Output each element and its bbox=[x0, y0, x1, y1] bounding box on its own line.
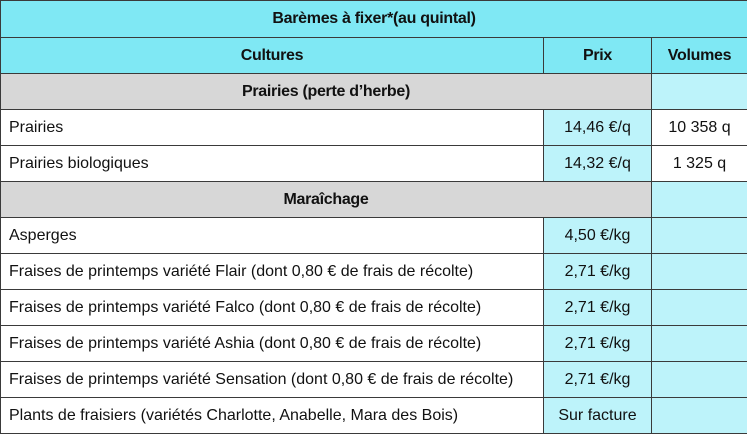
table-row bbox=[1, 290, 747, 326]
header-price: Prix bbox=[544, 38, 652, 74]
table-row bbox=[1, 146, 747, 182]
header-row bbox=[1, 38, 747, 74]
volume-cell bbox=[652, 218, 747, 254]
crop-cell: Prairies biologiques bbox=[1, 146, 544, 182]
volume-cell: 1 325 q bbox=[652, 146, 747, 182]
price-cell: 2,71 €/kg bbox=[544, 290, 652, 326]
crop-cell: Fraises de printemps variété Flair (dont 0,80 € de frais de récolte) bbox=[1, 254, 544, 290]
title-row bbox=[1, 1, 747, 38]
header-volumes: Volumes bbox=[652, 38, 747, 74]
volume-cell: 10 358 q bbox=[652, 110, 747, 146]
price-cell: 2,71 €/kg bbox=[544, 254, 652, 290]
table-row bbox=[1, 362, 747, 398]
section-title-maraichage: Maraîchage bbox=[1, 182, 652, 218]
table-row bbox=[1, 110, 747, 146]
table-row bbox=[1, 218, 747, 254]
section-title-prairies: Prairies (perte d’herbe) bbox=[1, 74, 652, 110]
table-row bbox=[1, 254, 747, 290]
section-row-prairies bbox=[1, 74, 747, 110]
crop-cell: Prairies bbox=[1, 110, 544, 146]
volume-cell bbox=[652, 254, 747, 290]
volume-cell bbox=[652, 326, 747, 362]
section-row-maraichage bbox=[1, 182, 747, 218]
crop-cell: Fraises de printemps variété Sensation (dont 0,80 € de frais de récolte) bbox=[1, 362, 544, 398]
price-cell: 14,32 €/q bbox=[544, 146, 652, 182]
volume-cell bbox=[652, 398, 747, 434]
section-volume-cell bbox=[652, 74, 747, 110]
header-crops: Cultures bbox=[1, 38, 544, 74]
crop-cell: Fraises de printemps variété Falco (dont 0,80 € de frais de récolte) bbox=[1, 290, 544, 326]
crop-cell: Plants de fraisiers (variétés Charlotte, Anabelle, Mara des Bois) bbox=[1, 398, 544, 434]
price-cell: 2,71 €/kg bbox=[544, 362, 652, 398]
price-cell: 14,46 €/q bbox=[544, 110, 652, 146]
crop-cell: Fraises de printemps variété Ashia (dont 0,80 € de frais de récolte) bbox=[1, 326, 544, 362]
price-cell: 4,50 €/kg bbox=[544, 218, 652, 254]
volume-cell bbox=[652, 362, 747, 398]
table-row bbox=[1, 326, 747, 362]
table-title: Barèmes à fixer*(au quintal) bbox=[1, 1, 747, 38]
crop-cell: Asperges bbox=[1, 218, 544, 254]
table-row bbox=[1, 398, 747, 434]
section-volume-cell bbox=[652, 182, 747, 218]
price-cell: Sur facture bbox=[544, 398, 652, 434]
price-cell: 2,71 €/kg bbox=[544, 326, 652, 362]
volume-cell bbox=[652, 290, 747, 326]
